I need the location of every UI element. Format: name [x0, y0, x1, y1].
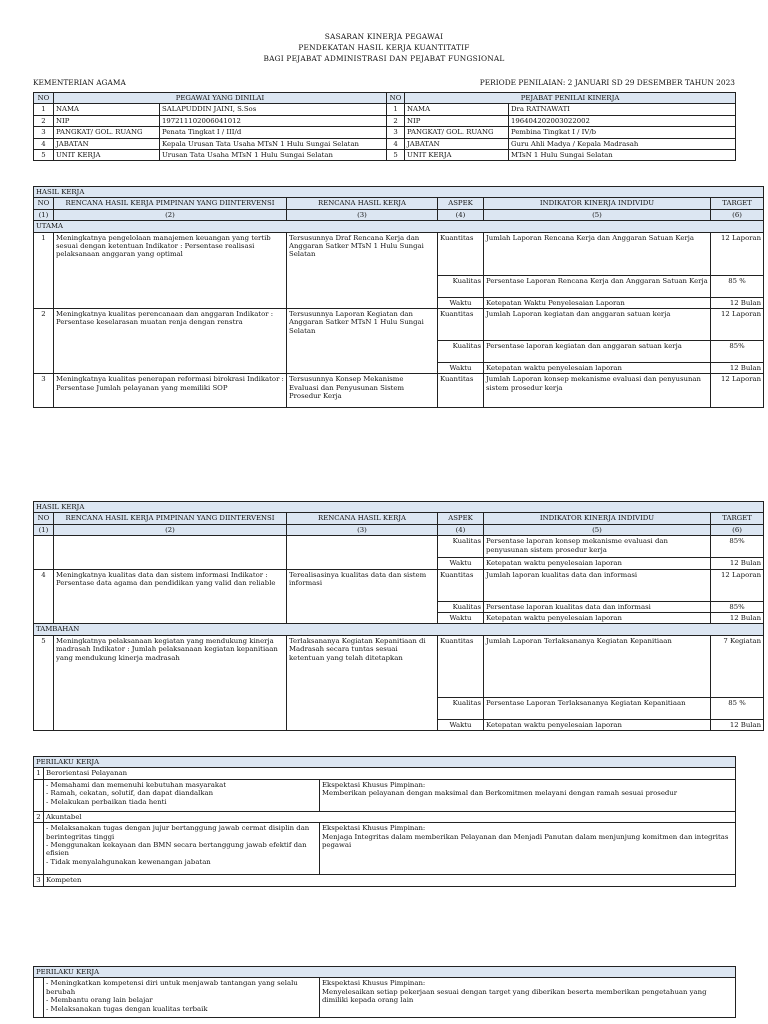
leader-expectation: Ekspektasi Khusus Pimpinan: Menjaga Integritas dalam memberikan Pelayanan dan Menjadi Panutan dalam menjunjung komitmen dan integritas pegawai: [320, 823, 736, 875]
target-cell: 12 Bulan: [711, 719, 764, 730]
indicator-cell: Jumlah Laporan konsep mekanisme evaluasi dan penyusunan sistem prosedur kerja: [484, 374, 711, 408]
section-title: UTAMA: [34, 221, 764, 232]
pimpinan-cell: Meningkatnya kualitas penerapan reformasi birokrasi Indikator : Persentase Jumlah pelayanan yang memiliki SOP: [54, 374, 287, 408]
table-row: [34, 635, 764, 697]
row-no: 2: [34, 309, 54, 374]
indicator-cell: Persentase Laporan Terlaksananya Kegiatan Kepanitiaan: [484, 697, 711, 719]
field-value: Guru Ahli Madya / Kepala Madrasah: [509, 138, 736, 149]
row-no: 2: [34, 115, 54, 126]
behavior-items: - Memahami dan memenuhi kebutuhan masyarakat - Ramah, cekatan, solutif, dan dapat diandalkan - Melakukan perbaikan tiada henti: [44, 779, 320, 811]
col-number: (4): [438, 524, 484, 535]
field-value: MTsN 1 Hulu Sungai Selatan: [509, 150, 736, 161]
target-cell: 85 %: [711, 697, 764, 719]
identity-table: [33, 92, 736, 161]
behavior-row: [34, 811, 736, 822]
target-cell: 12 Bulan: [711, 558, 764, 569]
col-number: (5): [484, 209, 711, 220]
section-utama: [34, 221, 764, 232]
indicator-cell: Ketepatan waktu penyelesaian laporan: [484, 719, 711, 730]
rhk-cell: Tersusunnya Laporan Kegiatan dan Anggaran Satker MTsN 1 Hulu Sungai Selatan: [287, 309, 438, 374]
indicator-cell: Jumlah laporan kualitas data dan informasi: [484, 569, 711, 601]
field-label: PANGKAT/ GOL. RUANG: [405, 127, 509, 138]
aspect-cell: Kualitas: [438, 601, 484, 612]
target-cell: 12 Bulan: [711, 613, 764, 624]
target-cell: 85%: [711, 341, 764, 363]
row-no: 3: [34, 875, 44, 886]
col-number: (5): [484, 524, 711, 535]
pimpinan-cell: [54, 536, 287, 569]
col-number: (3): [287, 524, 438, 535]
behavior-detail: [34, 779, 736, 811]
period-label: PERIODE PENILAIAN: 2 JANUARI SD 29 DESEMBER TAHUN 2023: [479, 78, 735, 87]
field-label: JABATAN: [405, 138, 509, 149]
indicator-cell: Ketepatan Waktu Penyelesaian Laporan: [484, 297, 711, 308]
aspect-cell: Waktu: [438, 363, 484, 374]
col-header: RENCANA HASIL KERJA PIMPINAN YANG DIINTERVENSI: [54, 198, 287, 209]
target-cell: 85%: [711, 601, 764, 612]
field-value: Pembina Tingkat I / IV/b: [509, 127, 736, 138]
col-no: NO: [34, 93, 54, 104]
col-header: NO: [34, 198, 54, 209]
col-number: (2): [54, 524, 287, 535]
row-no: 3: [387, 127, 405, 138]
field-value: Penata Tingkat I / III/d: [160, 127, 387, 138]
col-header: TARGET: [711, 513, 764, 524]
table-row: [34, 569, 764, 601]
target-cell: 12 Bulan: [711, 363, 764, 374]
aspect-cell: Waktu: [438, 558, 484, 569]
indicator-cell: Jumlah Laporan Terlaksananya Kegiatan Kepanitiaan: [484, 635, 711, 697]
doc-title-1: SASARAN KINERJA PEGAWAI: [324, 32, 444, 41]
col-number: (1): [34, 524, 54, 535]
row-no: 2: [34, 811, 44, 822]
field-label: NIP: [54, 115, 160, 126]
target-cell: 85 %: [711, 275, 764, 297]
page-3: [0, 955, 768, 1024]
col-header: ASPEK: [438, 513, 484, 524]
field-label: JABATAN: [54, 138, 160, 149]
field-value: SALAPUDDIN JAINI, S.Sos: [160, 104, 387, 115]
section-hasil-kerja: [34, 187, 764, 198]
doc-title-3: BAGI PEJABAT ADMINISTRASI DAN PEJABAT FUNGSIONAL: [263, 54, 505, 63]
indicator-cell: Persentase Laporan Rencana Kerja dan Anggaran Satuan Kerja: [484, 275, 711, 297]
ministry-label: KEMENTERIAN AGAMA: [33, 78, 126, 87]
col-number: (1): [34, 209, 54, 220]
section-hasil-kerja: [34, 502, 764, 513]
doc-title-2: PENDEKATAN HASIL KERJA KUANTITATIF: [298, 43, 470, 52]
aspect-cell: Kuantitas: [438, 635, 484, 697]
section-title: PERILAKU KERJA: [34, 967, 736, 978]
column-header: [34, 198, 764, 209]
row-no: [34, 978, 44, 1018]
col-header: RENCANA HASIL KERJA: [287, 513, 438, 524]
section-title: HASIL KERJA: [34, 187, 764, 198]
col-number: (2): [54, 209, 287, 220]
aspect-cell: Kuantitas: [438, 569, 484, 601]
hasil-kerja-table-1: [33, 186, 764, 408]
indicator-cell: Ketepatan waktu penyelesaian laporan: [484, 558, 711, 569]
row-no: 1: [387, 104, 405, 115]
target-cell: 12 Laporan: [711, 374, 764, 408]
field-value: Kepala Urusan Tata Usaha MTsN 1 Hulu Sungai Selatan: [160, 138, 387, 149]
identity-row: [34, 138, 736, 149]
row-no: [34, 823, 44, 875]
column-header: [34, 513, 764, 524]
behavior-name: Kompeten: [44, 875, 736, 886]
rhk-cell: Terealisasinya kualitas data dan sistem informasi: [287, 569, 438, 624]
behavior-items: - Meningkatkan kompetensi diri untuk menjawab tantangan yang selalu berubah - Membantu orang lain belajar - Melaksanakan tugas dengan kualitas terbaik: [44, 978, 320, 1018]
identity-row: [34, 127, 736, 138]
column-number-row: [34, 209, 764, 220]
row-no: 4: [34, 569, 54, 624]
leader-expectation: Ekspektasi Khusus Pimpinan: Menyelesaikan setiap pekerjaan sesuai dengan target yang diberikan beserta memberikan pengetahuan yang dimiliki kepada orang lain: [320, 978, 736, 1018]
aspect-cell: Kuantitas: [438, 309, 484, 341]
pimpinan-cell: Meningkatnya pelaksanaan kegiatan yang mendukung kinerja madrasah Indikator : Jumlah pelaksanaan kegiatan kepanitiaan yang mendukung kinerja madrasah: [54, 635, 287, 730]
identity-row: [34, 104, 736, 115]
behavior-name: Berorientasi Pelayanan: [44, 768, 736, 779]
pimpinan-cell: Meningkatnya kualitas data dan sistem informasi Indikator : Persentase data agama dan pendidikan yang valid dan reliable: [54, 569, 287, 624]
page-1: [0, 0, 768, 430]
row-no: [34, 779, 44, 811]
row-no: 5: [34, 635, 54, 730]
section-title: PERILAKU KERJA: [34, 757, 736, 768]
section-perilaku: [34, 967, 736, 978]
aspect-cell: Kualitas: [438, 275, 484, 297]
rhk-cell: [287, 536, 438, 569]
identity-header: [34, 93, 736, 104]
target-cell: 12 Laporan: [711, 309, 764, 341]
col-header: NO: [34, 513, 54, 524]
behavior-items: - Melaksanakan tugas dengan jujur bertanggung jawab cermat disiplin dan berintegritas tinggi - Menggunakan kekayaan dan BMN secara bertanggung jawab efektif dan efisien - Tidak menyalahgunakan kewenangan jabatan: [44, 823, 320, 875]
behavior-detail: [34, 978, 736, 1018]
row-no: 5: [387, 150, 405, 161]
target-cell: 12 Laporan: [711, 232, 764, 275]
row-no: 2: [387, 115, 405, 126]
section-title: HASIL KERJA: [34, 502, 764, 513]
section-tambahan: [34, 624, 764, 635]
row-no: 1: [34, 104, 54, 115]
hasil-kerja-table-2: [33, 501, 764, 731]
field-label: NAMA: [405, 104, 509, 115]
column-number-row: [34, 524, 764, 535]
page-2: [0, 490, 768, 890]
col-number: (3): [287, 209, 438, 220]
aspect-cell: Kualitas: [438, 536, 484, 558]
identity-row: [34, 150, 736, 161]
table-row: [34, 536, 764, 558]
aspect-cell: Kuantitas: [438, 232, 484, 275]
indicator-cell: Ketepatan waktu penyelesaian laporan: [484, 363, 711, 374]
behavior-name: Akuntabel: [44, 811, 736, 822]
section-perilaku: [34, 757, 736, 768]
behavior-row: [34, 768, 736, 779]
row-no: 1: [34, 768, 44, 779]
behavior-row: [34, 875, 736, 886]
rhk-cell: Terlaksananya Kegiatan Kepanitiaan di Madrasah secara tuntas sesuai ketentuan yang telah ditetapkan: [287, 635, 438, 730]
pimpinan-cell: Meningkatnya pengelolaan manajemen keuangan yang tertib sesuai dengan ketentuan Indikator : Persentase realisasi pelaksanaan anggaran yang optimal: [54, 232, 287, 308]
pimpinan-cell: Meningkatnya kualitas perencanaan dan anggaran Indikator : Persentase keselarasan muatan renja dengan renstra: [54, 309, 287, 374]
field-label: PANGKAT/ GOL. RUANG: [54, 127, 160, 138]
aspect-cell: Waktu: [438, 613, 484, 624]
aspect-cell: Kuantitas: [438, 374, 484, 408]
target-cell: 7 Kegiatan: [711, 635, 764, 697]
field-label: NAMA: [54, 104, 160, 115]
field-value: Urusan Tata Usaha MTsN 1 Hulu Sungai Selatan: [160, 150, 387, 161]
col-penilai: PEJABAT PENILAI KINERJA: [405, 93, 736, 104]
indicator-cell: Persentase laporan konsep mekanisme evaluasi dan penyusunan sistem prosedur kerja: [484, 536, 711, 558]
identity-row: [34, 115, 736, 126]
aspect-cell: Waktu: [438, 297, 484, 308]
row-no: 5: [34, 150, 54, 161]
field-label: NIP: [405, 115, 509, 126]
indicator-cell: Jumlah Laporan kegiatan dan anggaran satuan kerja: [484, 309, 711, 341]
indicator-cell: Persentase laporan kualitas data dan informasi: [484, 601, 711, 612]
indicator-cell: Ketepatan waktu penyelesaian laporan: [484, 613, 711, 624]
aspect-cell: Kualitas: [438, 341, 484, 363]
field-value: 196404202003022002: [509, 115, 736, 126]
target-cell: 85%: [711, 536, 764, 558]
indicator-cell: Jumlah Laporan Rencana Kerja dan Anggaran Satuan Kerja: [484, 232, 711, 275]
target-cell: 12 Laporan: [711, 569, 764, 601]
perilaku-kerja-table-1: [33, 756, 736, 887]
leader-expectation: Ekspektasi Khusus Pimpinan: Memberikan pelayanan dengan maksimal dan Berkomitmen melayani dengan ramah sesuai prosedur: [320, 779, 736, 811]
table-row: [34, 232, 764, 275]
row-no: 1: [34, 232, 54, 308]
col-number: (4): [438, 209, 484, 220]
section-title: TAMBAHAN: [34, 624, 764, 635]
table-row: [34, 309, 764, 341]
field-value: Dra RATNAWATI: [509, 104, 736, 115]
behavior-detail: [34, 823, 736, 875]
perilaku-kerja-table-2: [33, 966, 736, 1018]
col-header: RENCANA HASIL KERJA PIMPINAN YANG DIINTERVENSI: [54, 513, 287, 524]
col-number: (6): [711, 524, 764, 535]
aspect-cell: Waktu: [438, 719, 484, 730]
row-no: 4: [34, 138, 54, 149]
col-number: (6): [711, 209, 764, 220]
col-header: ASPEK: [438, 198, 484, 209]
col-no-2: NO: [387, 93, 405, 104]
col-header: RENCANA HASIL KERJA: [287, 198, 438, 209]
row-no: [34, 536, 54, 569]
rhk-cell: Tersusunnya Konsep Mekanisme Evaluasi dan Penyusunan Sistem Prosedur Kerja: [287, 374, 438, 408]
row-no: 3: [34, 127, 54, 138]
indicator-cell: Persentase laporan kegiatan dan anggaran satuan kerja: [484, 341, 711, 363]
col-pegawai: PEGAWAI YANG DINILAI: [54, 93, 387, 104]
row-no: 4: [387, 138, 405, 149]
field-value: 197211102006041012: [160, 115, 387, 126]
row-no: 3: [34, 374, 54, 408]
aspect-cell: Kualitas: [438, 697, 484, 719]
col-header: INDIKATOR KINERJA INDIVIDU: [484, 513, 711, 524]
target-cell: 12 Bulan: [711, 297, 764, 308]
col-header: TARGET: [711, 198, 764, 209]
table-row: [34, 374, 764, 408]
field-label: UNIT KERJA: [405, 150, 509, 161]
col-header: INDIKATOR KINERJA INDIVIDU: [484, 198, 711, 209]
field-label: UNIT KERJA: [54, 150, 160, 161]
rhk-cell: Tersusunnya Draf Rencana Kerja dan Anggaran Satker MTsN 1 Hulu Sungai Selatan: [287, 232, 438, 308]
